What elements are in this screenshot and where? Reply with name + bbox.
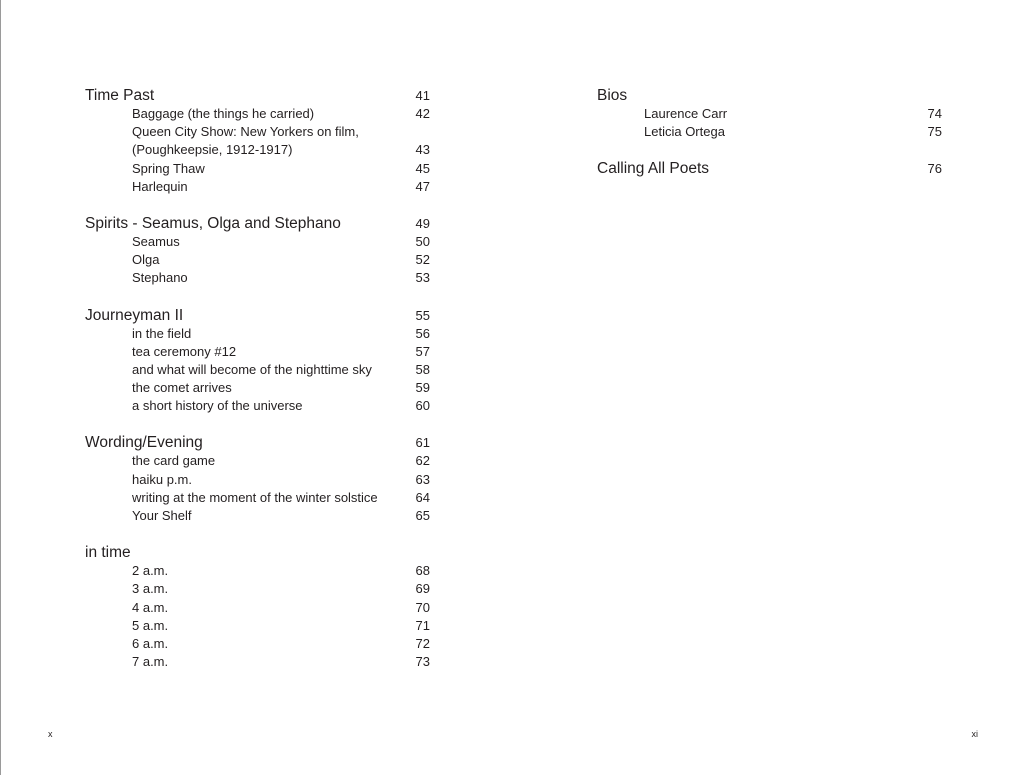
entry-page-number: 64 (415, 489, 430, 505)
entry-page-number: 43 (415, 142, 430, 158)
entry-page-number: 47 (415, 178, 430, 194)
entry-page-number: 56 (415, 325, 430, 341)
entry-page-number: 60 (415, 398, 430, 414)
entry-title: 2 a.m. (132, 563, 169, 579)
entry-page-number: 58 (415, 361, 430, 377)
entry-page-number: 75 (927, 124, 942, 140)
toc-entry (85, 507, 430, 525)
section-page-number: 76 (927, 161, 942, 177)
toc-right-page (597, 86, 942, 196)
toc-entry (85, 343, 430, 361)
entry-page-number: 62 (415, 453, 430, 469)
toc-entry (85, 178, 430, 196)
entry-title: in the field (132, 325, 192, 341)
entry-title: Harlequin (132, 178, 188, 194)
entry-page-number: 45 (415, 160, 430, 176)
entry-title: the card game (132, 453, 216, 469)
toc-entry (85, 325, 430, 343)
entry-page-number: 70 (415, 599, 430, 615)
entry-title: Baggage (the things he carried) (132, 106, 315, 121)
toc-entry (85, 379, 430, 397)
entry-title: Leticia Ortega (644, 124, 725, 140)
entry-page-number: 63 (415, 471, 430, 487)
toc-section-heading (85, 433, 430, 452)
entry-title: Stephano (132, 270, 188, 286)
entry-title: Spring Thaw (132, 160, 205, 176)
entry-title: Queen City Show: New Yorkers on film, (132, 124, 359, 140)
toc-entry (85, 617, 430, 635)
toc-section (597, 159, 942, 178)
toc-section (85, 433, 430, 525)
entry-title: 3 a.m. (132, 581, 169, 597)
toc-section (85, 306, 430, 416)
entry-page-number: 50 (415, 233, 430, 249)
section-page-number: 41 (415, 88, 430, 103)
toc-entry (597, 123, 942, 141)
entry-page-number: 42 (415, 106, 430, 121)
toc-section-heading (85, 86, 430, 105)
entry-page-number: 59 (415, 380, 430, 396)
toc-entry (85, 471, 430, 489)
toc-entry (597, 105, 942, 123)
toc-entry (85, 160, 430, 178)
toc-entry (85, 397, 430, 415)
toc-section (85, 86, 430, 196)
section-page-number: 49 (415, 215, 430, 231)
toc-left-page (85, 86, 430, 689)
entry-title: Your Shelf (132, 508, 192, 523)
toc-entry (85, 233, 430, 251)
entry-title: Seamus (132, 233, 180, 249)
toc-entry (85, 489, 430, 507)
entry-title: the comet arrives (132, 380, 232, 396)
entry-page-number: 72 (415, 635, 430, 651)
toc-entry (85, 141, 430, 159)
section-title: in time (85, 544, 131, 562)
toc-entry (85, 361, 430, 379)
toc-entry (85, 635, 430, 653)
entry-title: and what will become of the nighttime sky (132, 361, 372, 377)
toc-section (597, 86, 942, 141)
toc-section (85, 543, 430, 671)
toc-section-heading (85, 543, 430, 562)
section-title: Wording/Evening (85, 434, 203, 452)
entry-title: Laurence Carr (644, 106, 728, 121)
entry-title: (Poughkeepsie, 1912-1917) (132, 142, 293, 158)
entry-page-number: 69 (415, 581, 430, 597)
entry-title: 6 a.m. (132, 635, 169, 651)
section-title: Bios (597, 87, 628, 104)
toc-entry (85, 562, 430, 580)
section-title: Time Past (85, 87, 155, 104)
folio-right: xi (971, 729, 978, 739)
entry-page-number: 57 (415, 343, 430, 359)
entry-page-number: 52 (415, 252, 430, 268)
entry-page-number: 74 (927, 106, 942, 121)
section-page-number: 61 (415, 435, 430, 451)
toc-entry (85, 653, 430, 671)
section-title: Spirits - Seamus, Olga and Stephano (85, 214, 341, 232)
toc-entry (85, 123, 430, 141)
toc-section (85, 214, 430, 288)
entry-page-number: 53 (415, 270, 430, 286)
entry-page-number: 65 (415, 508, 430, 523)
section-title: Journeyman II (85, 306, 184, 324)
toc-section-heading (597, 159, 942, 178)
entry-title: 4 a.m. (132, 599, 169, 615)
entry-title: 7 a.m. (132, 654, 169, 670)
toc-entry (85, 105, 430, 123)
entry-title: Olga (132, 252, 160, 268)
section-page-number: 55 (415, 307, 430, 323)
entry-title: writing at the moment of the winter solstice (132, 489, 378, 505)
toc-section-heading (85, 306, 430, 325)
toc-entry (85, 452, 430, 470)
entry-page-number: 71 (415, 617, 430, 633)
section-title: Calling All Poets (597, 160, 710, 178)
entry-page-number: 68 (415, 563, 430, 579)
entry-title: tea ceremony #12 (132, 343, 237, 359)
folio-left: x (48, 729, 53, 739)
toc-entry (85, 599, 430, 617)
toc-entry (85, 580, 430, 598)
entry-page-number: 73 (415, 654, 430, 670)
entry-title: a short history of the universe (132, 398, 303, 414)
entry-title: haiku p.m. (132, 471, 192, 487)
toc-section-heading (85, 214, 430, 233)
entry-title: 5 a.m. (132, 617, 169, 633)
toc-entry (85, 251, 430, 269)
toc-section-heading (597, 86, 942, 105)
toc-entry (85, 269, 430, 287)
